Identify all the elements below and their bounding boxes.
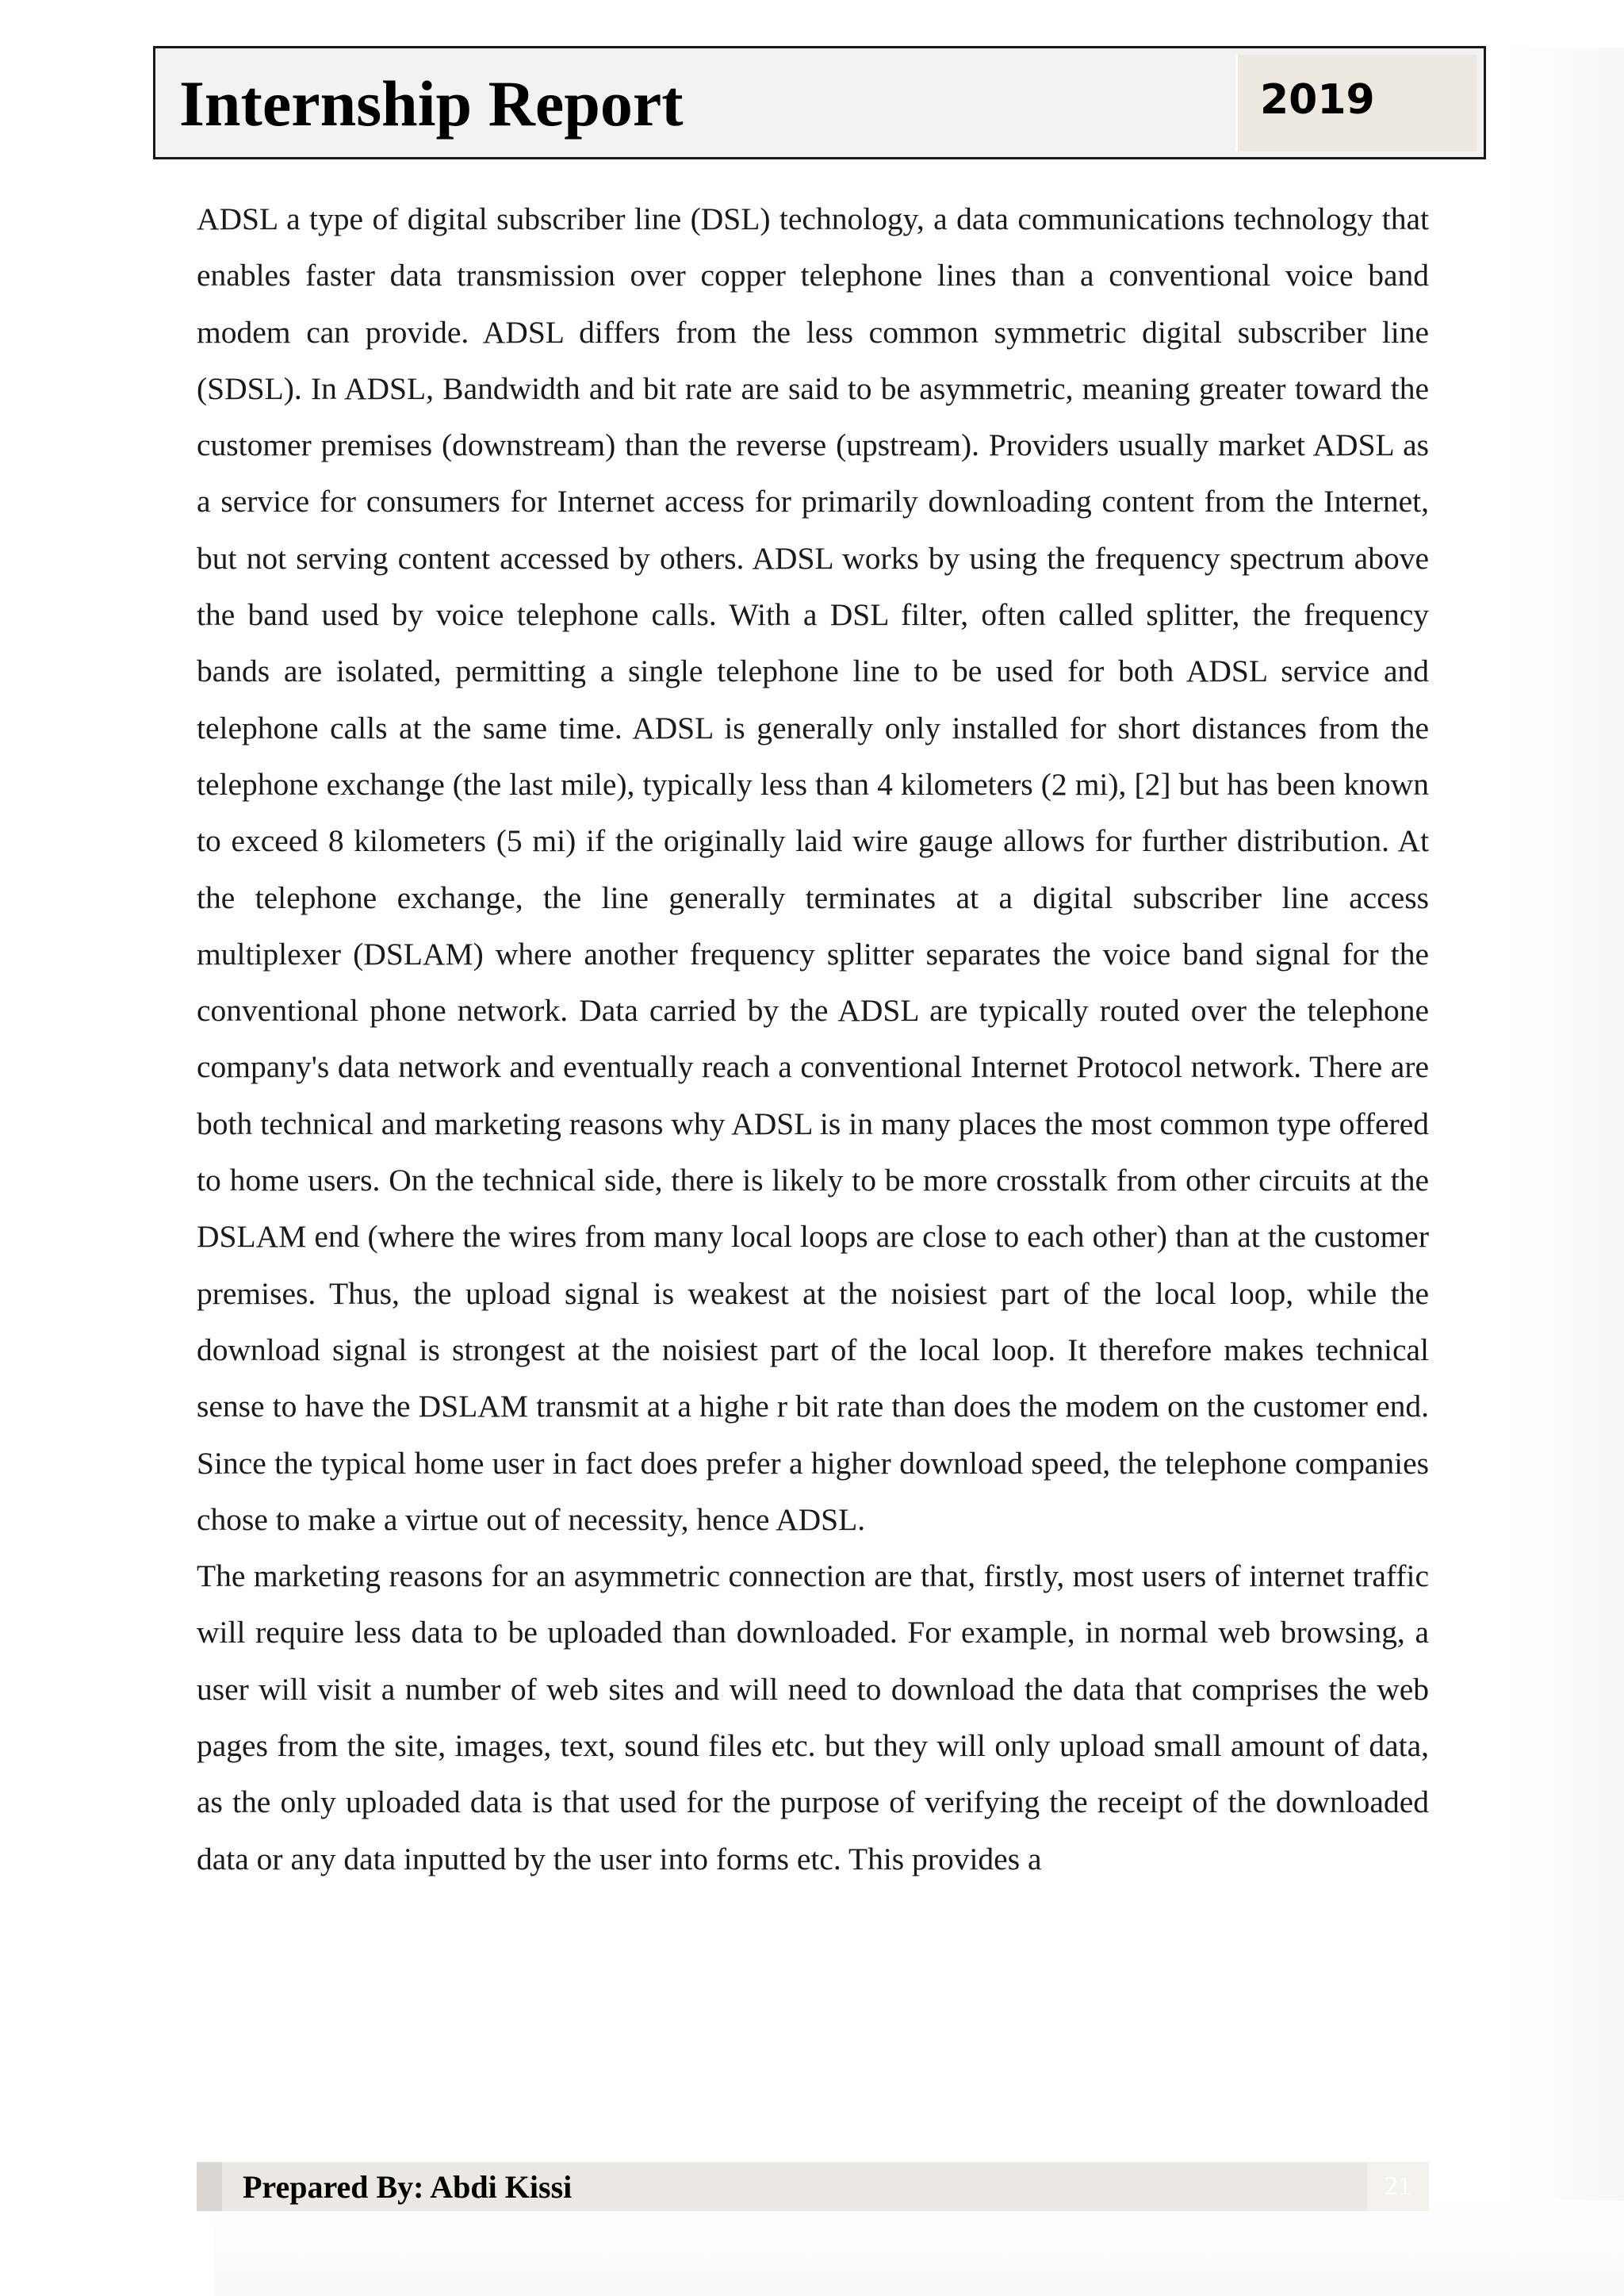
page-edge-shading	[1505, 48, 1624, 2296]
page-number: 21	[1385, 2171, 1411, 2201]
body-paragraph: ADSL a type of digital subscriber line (DSL) technology, a data communications technology that enables faster data transmission over copper telephone lines than a conventional voice band modem can provide. ADSL differs from the less common symmetric digital subscriber line (SDSL). In ADSL, Bandwidth and bit rate are said to be asymmetric, meaning greater toward the customer premises (downstream) than the reverse (upstream). Providers usually market ADSL as a service for consumers for Internet access for primarily downloading content from the Internet, but not serving content accessed by others. ADSL works by using the frequency spectrum above the band used by voice telephone calls. With a DSL filter, often called splitter, the frequency bands are isolated, permitting a single telephone line to be used for both ADSL service and telephone calls at the same time. ADSL is generally only installed for short distances from the telephone exchange (the last mile), typically less than 4 kilometers (2 mi), [2] but has been known to exceed 8 kilometers (5 mi) if the originally laid wire gauge allows for further distribution. At the telephone exchange, the line generally terminates at a digital subscriber line access multiplexer (DSLAM) where another frequency splitter separates the voice band signal for the conventional phone network. Data carried by the ADSL are typically routed over the telephone company's data network and eventually reach a conventional Internet Protocol network. There are both technical and marketing reasons why ADSL is in many places the most common type offered to home users. On the technical side, there is likely to be more crosstalk from other circuits at the DSLAM end (where the wires from many local loops are close to each other) than at the customer premises. Thus, the upload signal is weakest at the noisiest part of the local loop, while the download signal is strongest at the noisiest part of the local loop. It therefore makes technical sense to have the DSLAM transmit at a highe r bit rate than does the modem on the customer end. Since the typical home user in fact does prefer a higher download speed, the telephone companies chose to make a virtue out of necessity, hence ADSL.	[197, 201, 1429, 1537]
body-text	[197, 191, 1429, 1888]
header-year-box	[1235, 55, 1477, 151]
footer-page-box	[1367, 2162, 1429, 2211]
page-footer	[197, 2162, 1429, 2211]
page-header	[153, 46, 1486, 159]
header-title: Internship Report	[179, 67, 684, 140]
footer-accent-bar	[197, 2162, 222, 2211]
header-year: 2019	[1260, 76, 1375, 124]
page-bottom-shading	[214, 2201, 1624, 2296]
footer-author: Prepared By: Abdi Kissi	[243, 2169, 573, 2205]
body-paragraph: The marketing reasons for an asymmetric connection are that, firstly, most users of internet traffic will require less data to be uploaded than downloaded. For example, in normal web browsing, a user will visit a number of web sites and will need to download the data that comprises the web pages from the site, images, text, sound files etc. but they will only upload small amount of data, as the only uploaded data is that used for the purpose of verifying the receipt of the downloaded data or any data inputted by the user into forms etc. This provides a	[197, 1558, 1429, 1876]
